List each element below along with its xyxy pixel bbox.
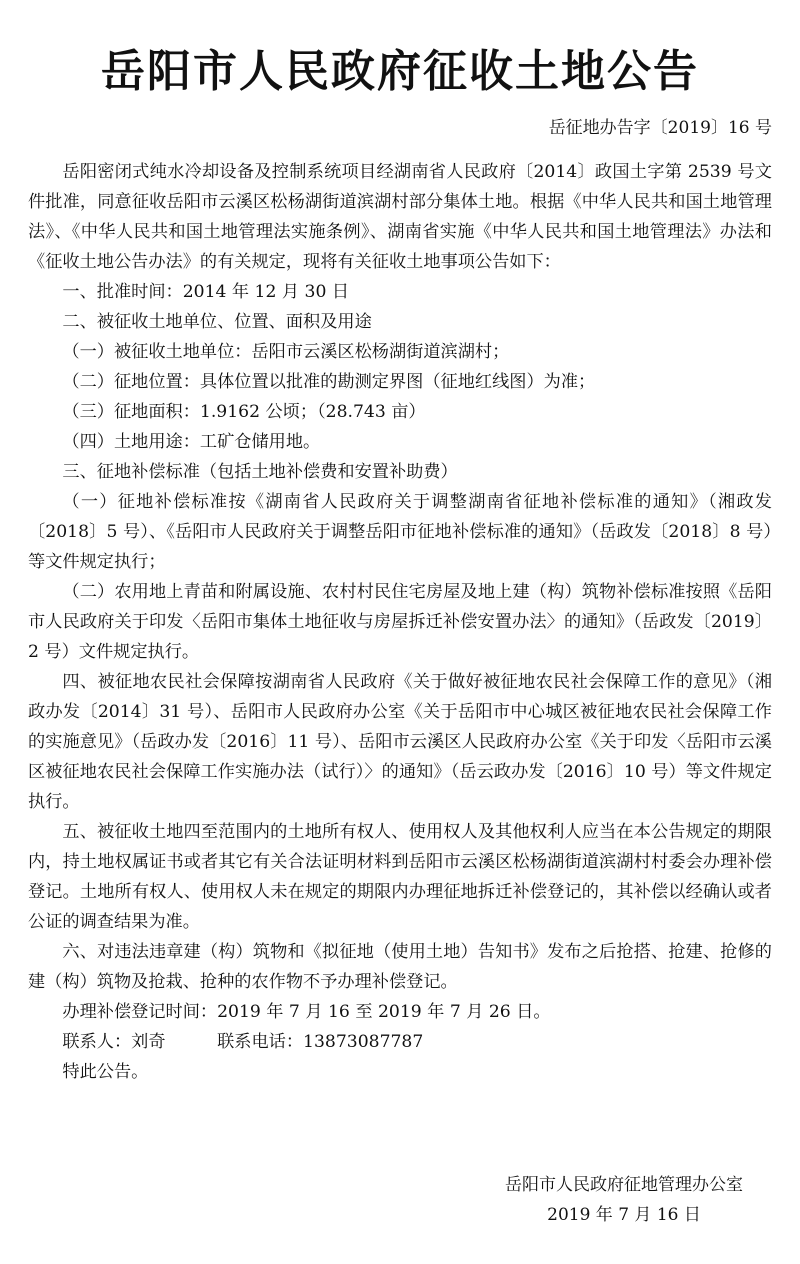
paragraph-registration-time: 办理补偿登记时间：2019 年 7 月 16 至 2019 年 7 月 26 日。 bbox=[62, 1002, 551, 1022]
paragraph-closing: 特此公告。 bbox=[62, 1062, 149, 1082]
paragraph-contact: 联系人：刘奇 联系电话：13873087787 bbox=[62, 1032, 424, 1052]
document-body bbox=[28, 157, 772, 1087]
paragraph-land-use: （四）土地用途：工矿仓储用地。 bbox=[62, 432, 321, 452]
paragraph-land-area: （三）征地面积：1.9162 公顷；（28.743 亩） bbox=[62, 402, 426, 422]
paragraph-crops-compensation: （二）农用地上青苗和附属设施、农村村民住宅房屋及地上建（构）筑物补偿标准按照《岳阳市人民政府关于印发〈岳阳市集体土地征收与房屋拆迁补偿安置办法〉的通知》（岳政发〔2019〕2 号）文件规定执行。 bbox=[28, 582, 772, 662]
paragraph-section-2-heading: 二、被征收土地单位、位置、面积及用途 bbox=[62, 312, 372, 332]
paragraph-social-security: 四、被征地农民社会保障按湖南省人民政府《关于做好被征地农民社会保障工作的意见》（湘政办发〔2014〕31 号）、岳阳市人民政府办公室《关于岳阳市中心城区被征地农民社会保障工作的实施意见》（岳政办发〔2016〕11 号）、岳阳市云溪区人民政府办公室《关于印发〈岳阳市云溪区被征地农民社会保障工作实施办法（试行）〉的通知》（岳云政办发〔2016〕10 号）等文件规定执行。 bbox=[28, 672, 772, 812]
paragraph-land-location: （二）征地位置：具体位置以批准的勘测定界图（征地红线图）为准； bbox=[62, 372, 596, 392]
paragraph-intro: 岳阳密闭式纯水冷却设备及控制系统项目经湖南省人民政府〔2014〕政国土字第 2539 号文件批准，同意征收岳阳市云溪区松杨湖街道滨湖村部分集体土地。根据《中华人民共和国土地管理法》、《中华人民共和国土地管理法实施条例》、湖南省实施《中华人民共和国土地管理法》办法和《征收土地公告办法》的有关规定，现将有关征收土地事项公告如下： bbox=[28, 162, 772, 272]
paragraph-registration-rules: 五、被征收土地四至范围内的土地所有权人、使用权人及其他权利人应当在本公告规定的期限内，持土地权属证书或者其它有关合法证明材料到岳阳市云溪区松杨湖街道滨湖村村委会办理补偿登记。土地所有权人、使用权人未在规定的期限内办理征地拆迁补偿登记的，其补偿以经确认或者公证的调查结果为准。 bbox=[28, 822, 772, 932]
paragraph-approval-time: 一、批准时间：2014 年 12 月 30 日 bbox=[62, 282, 350, 302]
paragraph-land-unit: （一）被征收土地单位：岳阳市云溪区松杨湖街道滨湖村； bbox=[62, 342, 510, 362]
paragraph-section-3-heading: 三、征地补偿标准（包括土地补偿费和安置补助费） bbox=[62, 462, 458, 482]
signature-office: 岳阳市人民政府征地管理办公室 bbox=[505, 1175, 743, 1195]
signature-date: 2019 年 7 月 16 日 bbox=[547, 1205, 701, 1225]
signature-block bbox=[474, 1170, 774, 1230]
paragraph-compensation-standard: （一）征地补偿标准按《湖南省人民政府关于调整湖南省征地补偿标准的通知》（湘政发〔2018〕5 号）、《岳阳市人民政府关于调整岳阳市征地补偿标准的通知》（岳政发〔2018〕8 号）等文件规定执行； bbox=[28, 492, 772, 572]
paragraph-illegal-buildings: 六、对违法违章建（构）筑物和《拟征地（使用土地）告知书》发布之后抢搭、抢建、抢修的建（构）筑物及抢栽、抢种的农作物不予办理补偿登记。 bbox=[28, 942, 772, 992]
document-title: 岳阳市人民政府征收土地公告 bbox=[101, 46, 699, 97]
document-number: 岳征地办告字〔2019〕16 号 bbox=[548, 118, 772, 138]
